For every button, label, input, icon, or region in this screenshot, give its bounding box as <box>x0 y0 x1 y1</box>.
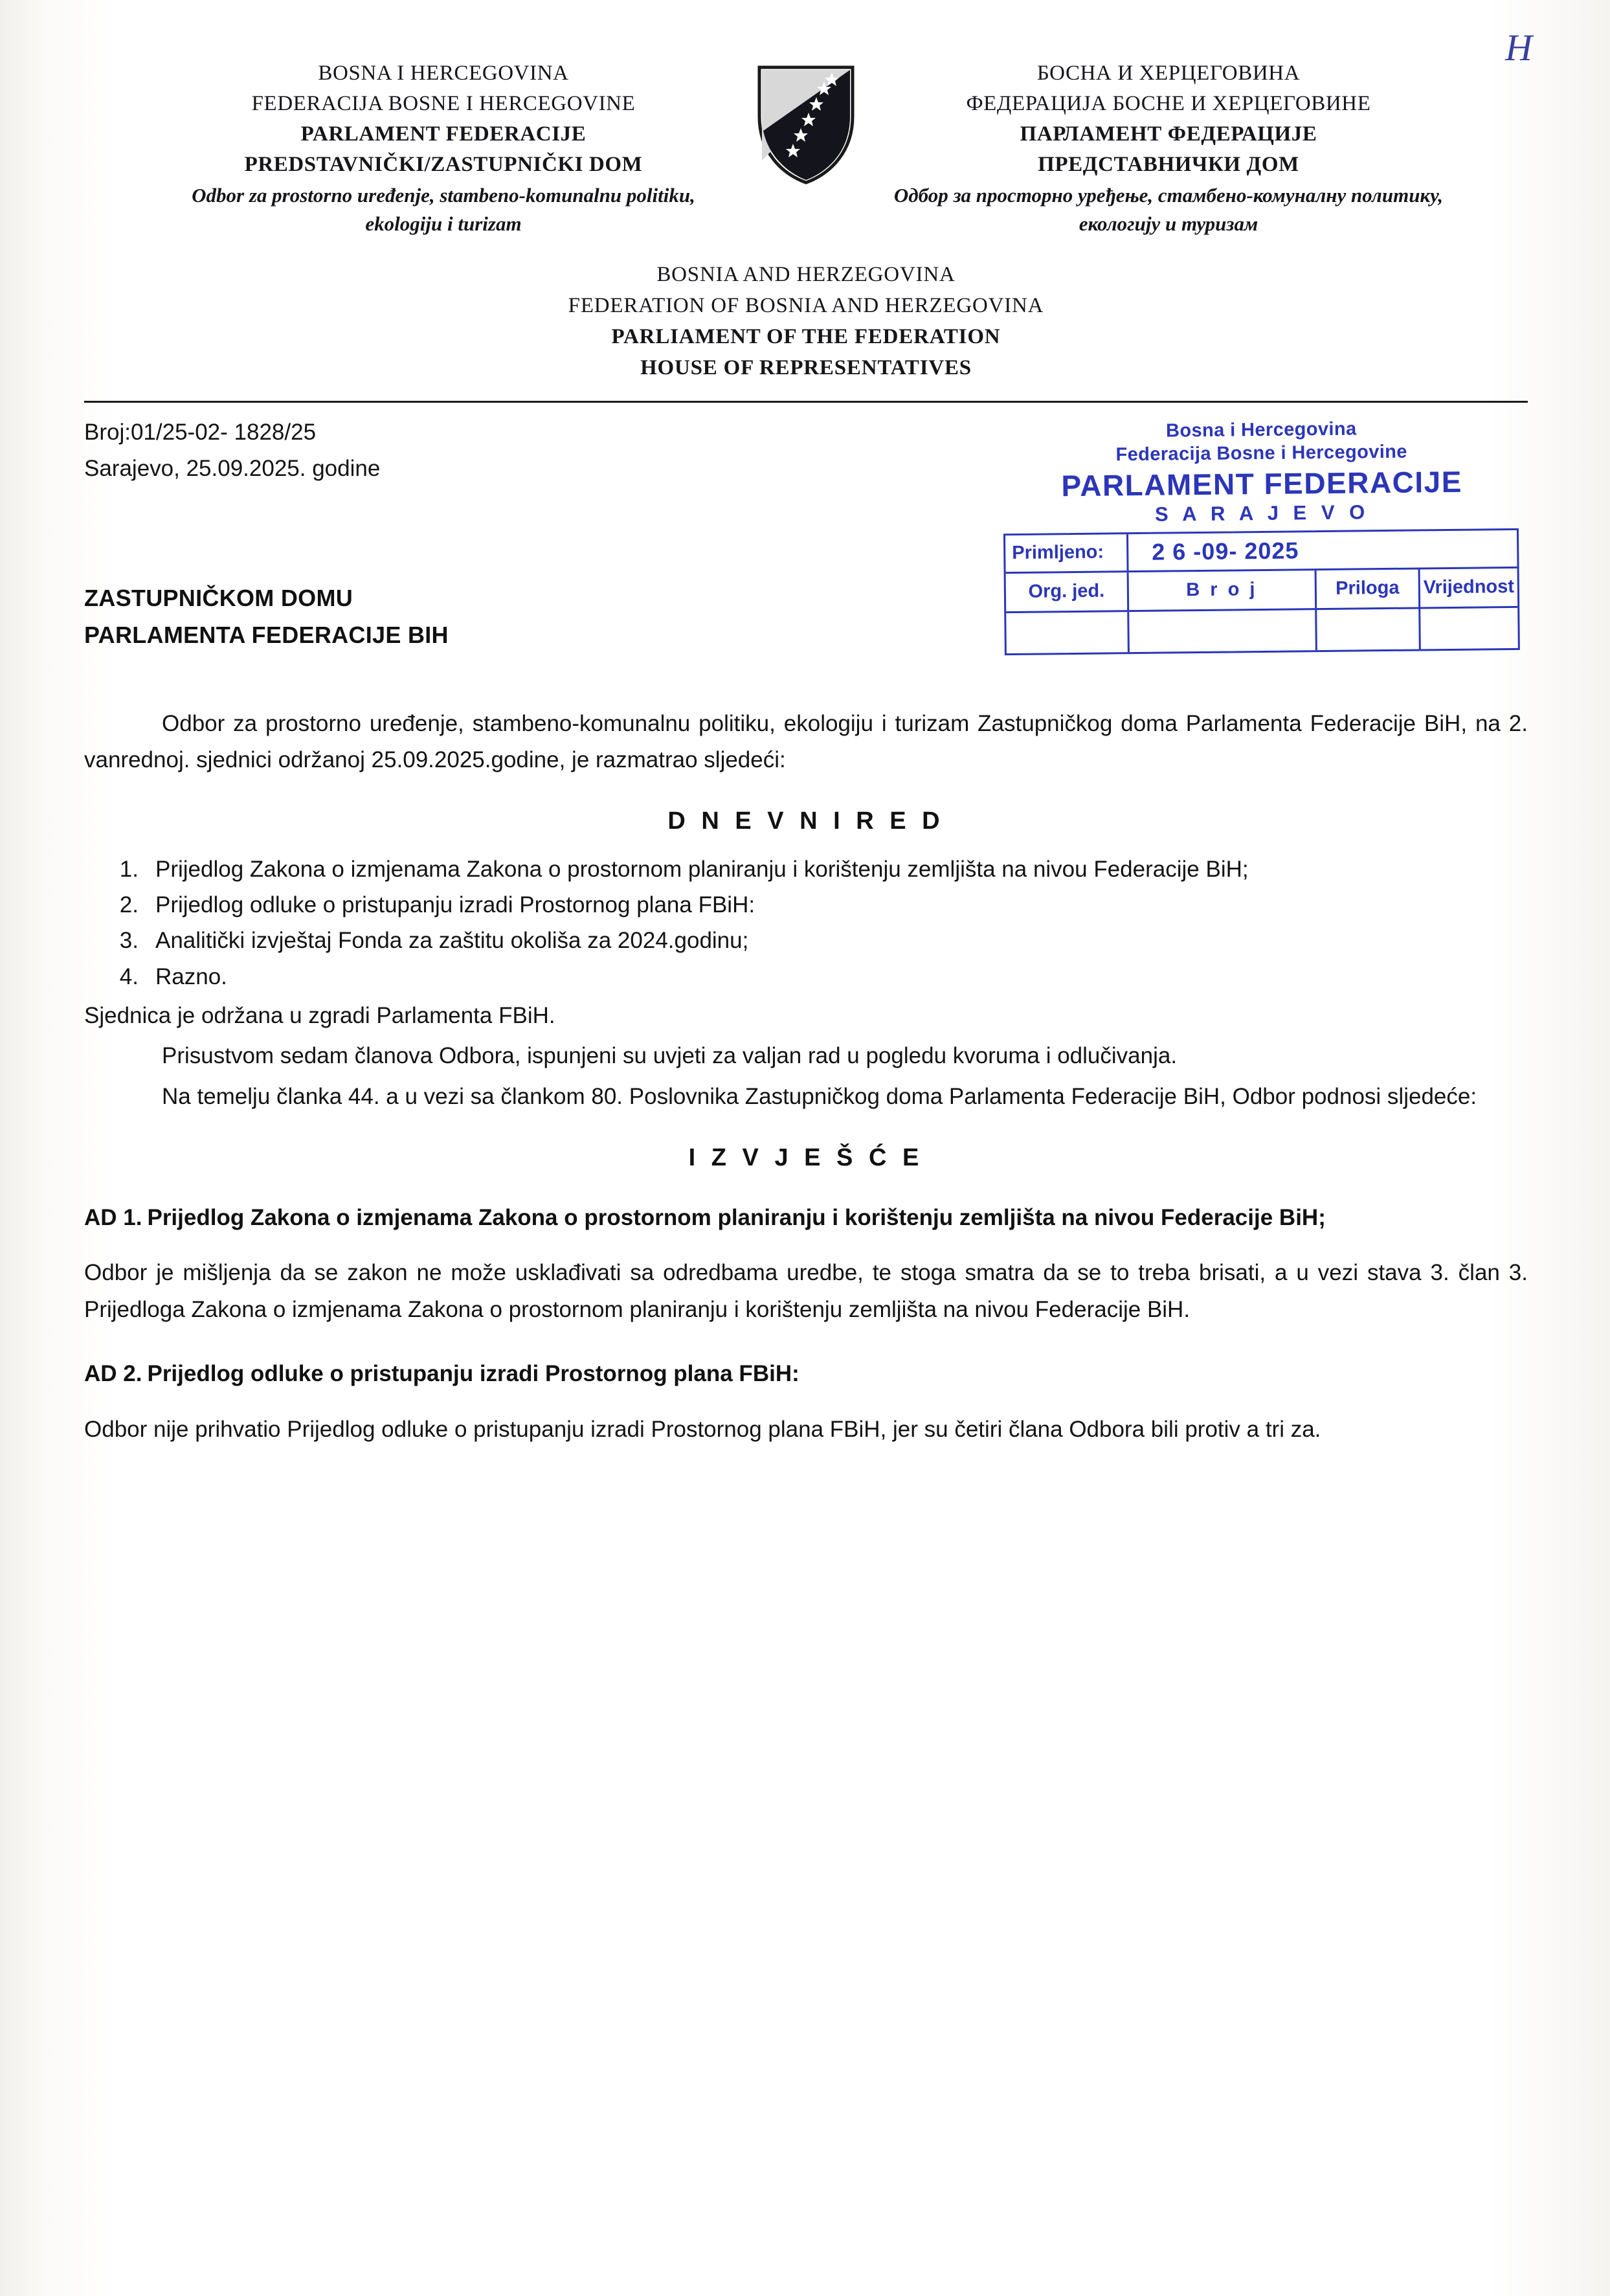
stamp-cell-org <box>1006 611 1130 653</box>
list-item <box>84 888 1528 922</box>
agenda-item-text: Razno. <box>155 963 227 989</box>
margin-handwritten-mark: H <box>1505 27 1532 69</box>
letterhead-english-line1: BOSNIA AND HERZEGOVINA <box>656 263 956 287</box>
letterhead-cyrillic-line3: ПАРЛАМЕНТ ФЕДЕРАЦИЈЕ <box>1020 122 1317 146</box>
letterhead-cyrillic-line1: БОСНА И ХЕРЦЕГОВИНА <box>1036 62 1301 85</box>
stamp-received-row <box>1005 530 1517 573</box>
stamp-line1: Bosna i Hercegovina <box>1165 418 1357 442</box>
letterhead-latin <box>165 58 722 238</box>
list-item <box>84 852 1528 886</box>
stamp-col-org: Org. jed. <box>1006 572 1130 611</box>
letterhead-cyrillic-line2: ФЕДЕРАЦИЈА БОСНЕ И ХЕРЦЕГОВИНЕ <box>966 91 1371 115</box>
agenda-item-text: Prijedlog odluke o pristupanju izradi Prostornog plana FBiH: <box>155 892 755 918</box>
stamp-cell-vrijednost <box>1420 607 1518 649</box>
agenda-item-text: Analitički izvještaj Fonda za zaštitu okoliša za 2024.godinu; <box>155 928 749 954</box>
letterhead-latin-line2: FEDERACIJA BOSNE I HERCEGOVINE <box>251 91 636 115</box>
letterhead-latin-line3: PARLAMENT FEDERACIJE <box>300 122 587 146</box>
agenda-item-text: Prijedlog Zakona o izmjenama Zakona o prostornom planiranju i korištenju zemljišta na nivou Federacije BiH; <box>155 856 1249 882</box>
agenda-item-number: 4. <box>119 963 139 989</box>
agenda-title: D N E V N I R E D <box>667 807 945 835</box>
legal-basis-paragraph: Na temelju članka 44. a u vezi sa člankom 80. Poslovnika Zastupničkog doma Parlamenta Federacije BiH, Odbor podnosi sljedeće: <box>162 1084 1477 1110</box>
stamp-line3: PARLAMENT FEDERACIJE <box>1061 464 1463 502</box>
letterhead-latin-line1: BOSNA I HERCEGOVINA <box>318 62 569 85</box>
addressee-line2: PARLAMENTA FEDERACIJE BIH <box>84 622 449 649</box>
agenda-item-number: 1. <box>119 856 139 882</box>
letterhead-english-line4: HOUSE OF REPRESENTATIVES <box>640 355 972 379</box>
item1-heading-text: Prijedlog Zakona o izmjenama Zakona o prostornom planiranju i korištenju zemljišta na nivou Federacije BiH; <box>147 1204 1326 1230</box>
item1-body: Odbor je mišljenja da se zakon ne može usklađivati sa odredbama uredbe, te stoga smatra da se to treba brisati, a u vezi stava 3. član 3. Prijedloga Zakona o izmjenama Zakona o prostornom planiranju i korištenju zemljišta na nivou Federacije BiH. <box>84 1260 1528 1322</box>
stamp-table <box>1003 528 1520 655</box>
reference-place-date: Sarajevo, 25.09.2025. godine <box>84 456 381 482</box>
letterhead-cyrillic-committee: Одбор за просторно уређење, стамбено-комуналну политику, екологију и туризам <box>893 184 1444 235</box>
item1-heading <box>84 1200 1528 1235</box>
reception-stamp <box>1002 415 1523 655</box>
reference-number: Broj:01/25-02- 1828/25 <box>84 419 317 445</box>
list-item <box>84 923 1528 958</box>
addressee-block <box>84 580 449 654</box>
agenda-item-number: 2. <box>119 892 139 918</box>
letterhead-english-line3: PARLIAMENT OF THE FEDERATION <box>611 324 1001 348</box>
addressee-line1: ZASTUPNIČKOM DOMU <box>84 584 353 611</box>
item2-body: Odbor nije prihvatio Prijedlog odluke o pristupanju izradi Prostornog plana FBiH, jer su četiri člana Odbora bili protiv a tri za. <box>84 1416 1321 1442</box>
agenda-item-number: 3. <box>119 928 139 954</box>
header-divider <box>84 401 1528 403</box>
stamp-line4: S A R A J E V O <box>1154 501 1370 526</box>
quorum-paragraph: Prisustvom sedam članova Odbora, ispunjeni su uvjeti za valjan rad u pogledu kvoruma i odlučivanja. <box>162 1043 1178 1069</box>
stamp-values-row <box>1006 607 1518 653</box>
stamp-col-broj: B r o j <box>1129 570 1317 609</box>
stamp-cell-broj <box>1129 609 1317 651</box>
item2-heading <box>84 1356 1528 1391</box>
letterhead <box>84 58 1528 238</box>
document-content <box>84 58 1528 1448</box>
intro-paragraph: Odbor za prostorno uređenje, stambeno-komunalnu politiku, ekologiju i turizam Zastupničkog doma Parlamenta Federacije BiH, na 2. vanrednoj. sjednici održanoj 25.09.2025.godine, je razmatrao sljedeći: <box>84 710 1528 773</box>
item2-heading-text: Prijedlog odluke o pristupanju izradi Prostornog plana FBiH: <box>147 1361 799 1387</box>
item1-heading-lead: AD 1. <box>84 1204 142 1230</box>
session-location-paragraph: Sjednica je održana u zgradi Parlamenta FBiH. <box>84 1002 555 1028</box>
stamp-line2: Federacija Bosne i Hercegovine <box>1115 441 1408 466</box>
stamp-header-row <box>1006 568 1518 613</box>
coat-of-arms-icon <box>741 58 871 186</box>
stamp-col-vrijednost: Vrijednost <box>1423 576 1515 598</box>
letterhead-english <box>84 260 1528 383</box>
stamp-received-date: 2 6 -09- 2025 <box>1152 536 1299 565</box>
reference-and-stamp <box>84 414 1528 686</box>
letterhead-english-line2: FEDERATION OF BOSNIA AND HERZEGOVINA <box>568 294 1044 318</box>
letterhead-latin-committee: Odbor za prostorno uređenje, stambeno-komunalnu politiku, ekologiju i turizam <box>192 184 695 235</box>
letterhead-cyrillic <box>890 58 1447 238</box>
item2-heading-lead: AD 2. <box>84 1361 142 1387</box>
report-title: I Z V J E Š Ć E <box>688 1143 924 1171</box>
letterhead-cyrillic-line4: ПРЕДСТАВНИЧКИ ДОМ <box>1038 152 1299 176</box>
stamp-cell-priloga <box>1317 609 1421 650</box>
stamp-received-label: Primljeno: <box>1005 534 1129 571</box>
letterhead-latin-line4: PREDSTAVNIČKI/ZASTUPNIČKI DOM <box>244 152 643 176</box>
agenda-list <box>84 852 1528 994</box>
stamp-col-priloga: Priloga <box>1317 569 1421 608</box>
list-item <box>84 960 1528 994</box>
